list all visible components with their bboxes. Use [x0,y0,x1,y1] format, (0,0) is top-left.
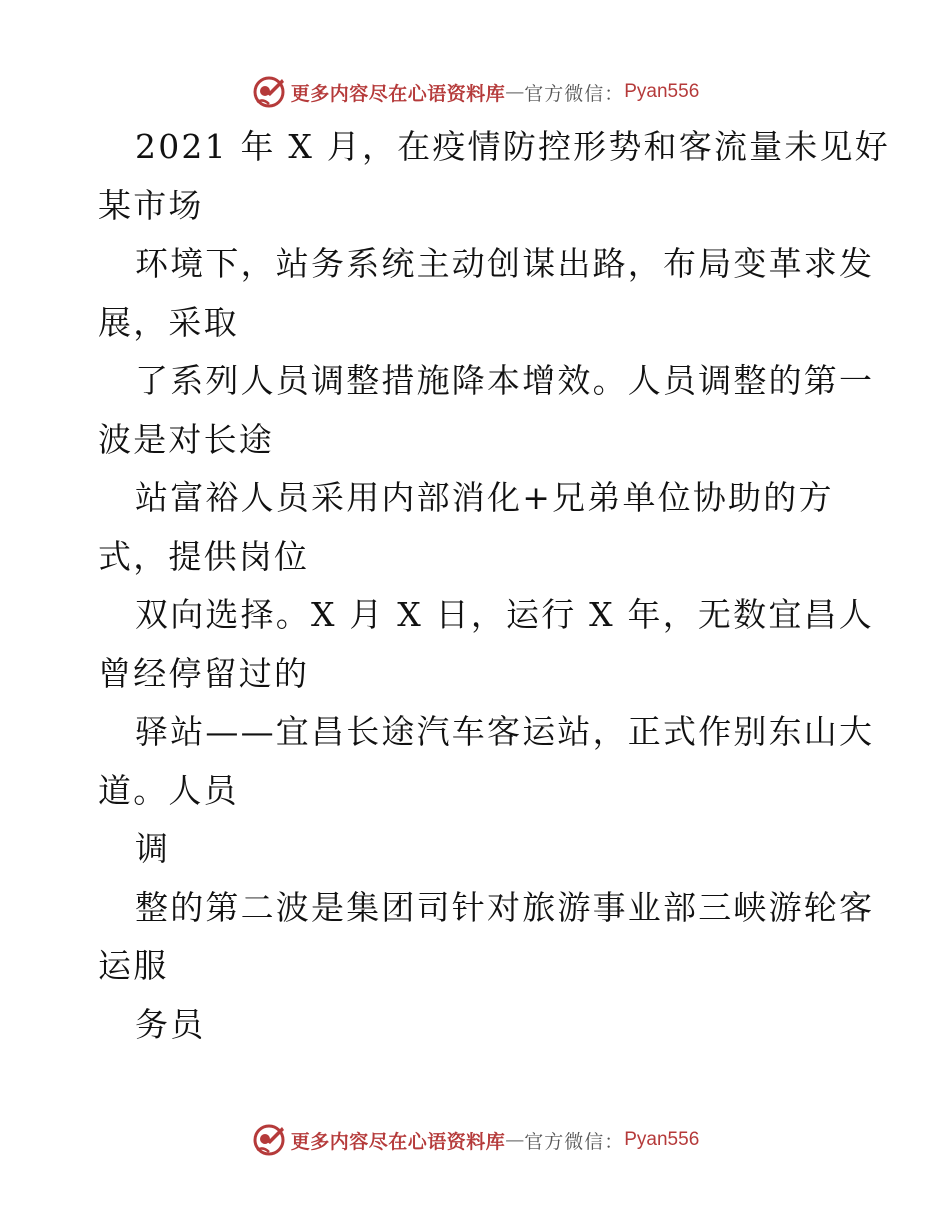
body-line: 了系列人员调整措施降本增效。人员调整的第一 [135,361,875,400]
brand-logo-icon [251,74,287,110]
body-line: 环境下，站务系统主动创谋出路，布局变革求发 [135,244,875,283]
body-line: 曾经停留过的 [98,653,310,693]
body-line: 2021 年 X 月，在疫情防控形势和客流量未见好 [135,127,890,166]
banner-brand-text: 更多内容尽在心语资料库 [290,82,506,105]
body-line: 双向选择。X 月 X 日，运行 X 年，无数宜昌人 [135,595,874,634]
body-line: 驿站——宜昌长途汽车客运站，正式作别东山大 [135,712,875,751]
footer-banner [0,1120,950,1160]
banner-wechat-label: 官方微信： [524,82,625,105]
body-line: 道。人员 [98,770,239,810]
body-line: 运服 [98,946,169,985]
body-line: 某市场 [98,185,204,225]
header-banner [0,72,950,112]
body-line: 式，提供岗位 [98,536,310,576]
banner-separator: — [505,1129,525,1151]
document-body [98,118,890,1054]
body-line: 波是对长途 [98,419,274,459]
body-line: 务员 [135,1004,206,1044]
body-line: 调 [135,829,171,868]
brand-logo-icon [251,1122,287,1158]
banner-account: Pyan556 [624,1129,700,1150]
banner-account: Pyan556 [624,81,700,102]
banner-separator: — [505,81,525,103]
banner-brand-text: 更多内容尽在心语资料库 [290,1130,506,1153]
banner-wechat-label: 官方微信： [524,1130,625,1153]
body-line: 站富裕人员采用内部消化+兄弟单位协助的方 [135,478,834,517]
body-line: 展，采取 [98,302,239,342]
body-line: 整的第二波是集团司针对旅游事业部三峡游轮客 [135,887,875,927]
